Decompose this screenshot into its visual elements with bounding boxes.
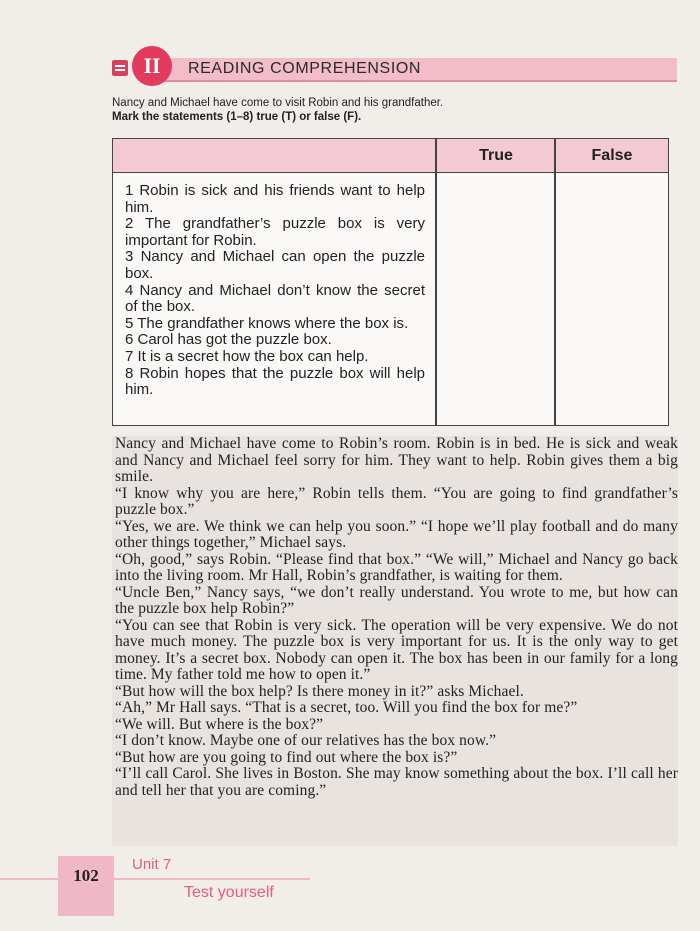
footer-rule: [0, 878, 310, 880]
statement-item: 7 It is a secret how the box can help.: [125, 347, 369, 365]
story-paragraph: “Yes, we are. We think we can help you soon.” “I hope we’ll play football and do many other things together,” Michael says.: [115, 517, 678, 551]
task-instruction: Mark the statements (1–8) true (T) or false (F).: [112, 111, 362, 123]
list-icon: [112, 60, 128, 76]
statement-list: [125, 183, 425, 399]
story-paragraph: “You can see that Robin is very sick. The operation will be very expensive. We do not have much money. The puzzle box is very important for us. It is the only way to get money. It’s a secret box. Nobody can open it. The box has been in our family for a long time. My father told me how to open it.”: [115, 616, 678, 683]
statement-item: 6 Carol has got the puzzle box.: [125, 331, 332, 349]
statement-item: 5 The grandfather knows where the box is.: [125, 314, 409, 332]
story-paragraph: “I don’t know. Maybe one of our relatives has the box now.”: [115, 732, 497, 749]
statement-item: 8 Robin hopes that the puzzle box will help him.: [125, 364, 425, 399]
statement-item: 2 The grandfather’s puzzle box is very important for Robin.: [125, 215, 425, 249]
true-column-header: True: [479, 147, 513, 164]
story-paragraph: “But how will the box help? Is there money in it?” asks Michael.: [115, 682, 524, 700]
reading-passage: [112, 436, 678, 846]
column-divider: [554, 139, 556, 425]
story-paragraph: “But how are you going to find out where the box is?”: [115, 748, 458, 766]
story-paragraph: Nancy and Michael have come to Robin’s room. Robin is in bed. He is sick and weak and Nancy and Michael feel sorry for him. They want to help. Robin gives them a big smile.: [115, 435, 678, 485]
page-number: 102: [73, 866, 99, 885]
page-number-block: [58, 856, 114, 916]
section-header: [112, 46, 677, 88]
false-column-header: False: [591, 147, 633, 164]
section-number-badge: II: [132, 46, 172, 86]
table-header-row: [113, 139, 668, 173]
instructions: [112, 96, 672, 124]
footer-section-label: Test yourself: [184, 884, 274, 901]
true-false-table: [112, 138, 669, 426]
unit-label: Unit 7: [132, 856, 172, 873]
statement-item: 3 Nancy and Michael can open the puzzle box.: [125, 248, 425, 282]
statement-item: 1 Robin is sick and his friends want to help him.: [125, 182, 425, 216]
story-paragraph: “Oh, good,” says Robin. “Please find that box.” “We will,” Michael and Nancy go back into the living room. Mr Hall, Robin’s grandfather, is waiting for them.: [115, 550, 678, 584]
story-paragraph: “I know why you are here,” Robin tells them. “You are going to find grandfather’s puzzle box.”: [115, 484, 678, 518]
statement-item: 4 Nancy and Michael don’t know the secret of the box.: [125, 281, 425, 316]
story-paragraph: “Ah,” Mr Hall says. “That is a secret, too. Will you find the box for me?”: [115, 699, 578, 716]
section-title: READING COMPREHENSION: [188, 60, 422, 77]
column-divider: [435, 139, 437, 425]
intro-text: Nancy and Michael have come to visit Robin and his grandfather.: [112, 97, 444, 109]
story-paragraph: “We will. But where is the box?”: [115, 715, 324, 733]
story-paragraph: “I’ll call Carol. She lives in Boston. She may know something about the box. I’ll call her and tell her that you are coming.”: [115, 765, 678, 799]
story-paragraph: “Uncle Ben,” Nancy says, “we don’t really understand. You wrote to me, but how can the puzzle box help Robin?”: [115, 583, 678, 617]
